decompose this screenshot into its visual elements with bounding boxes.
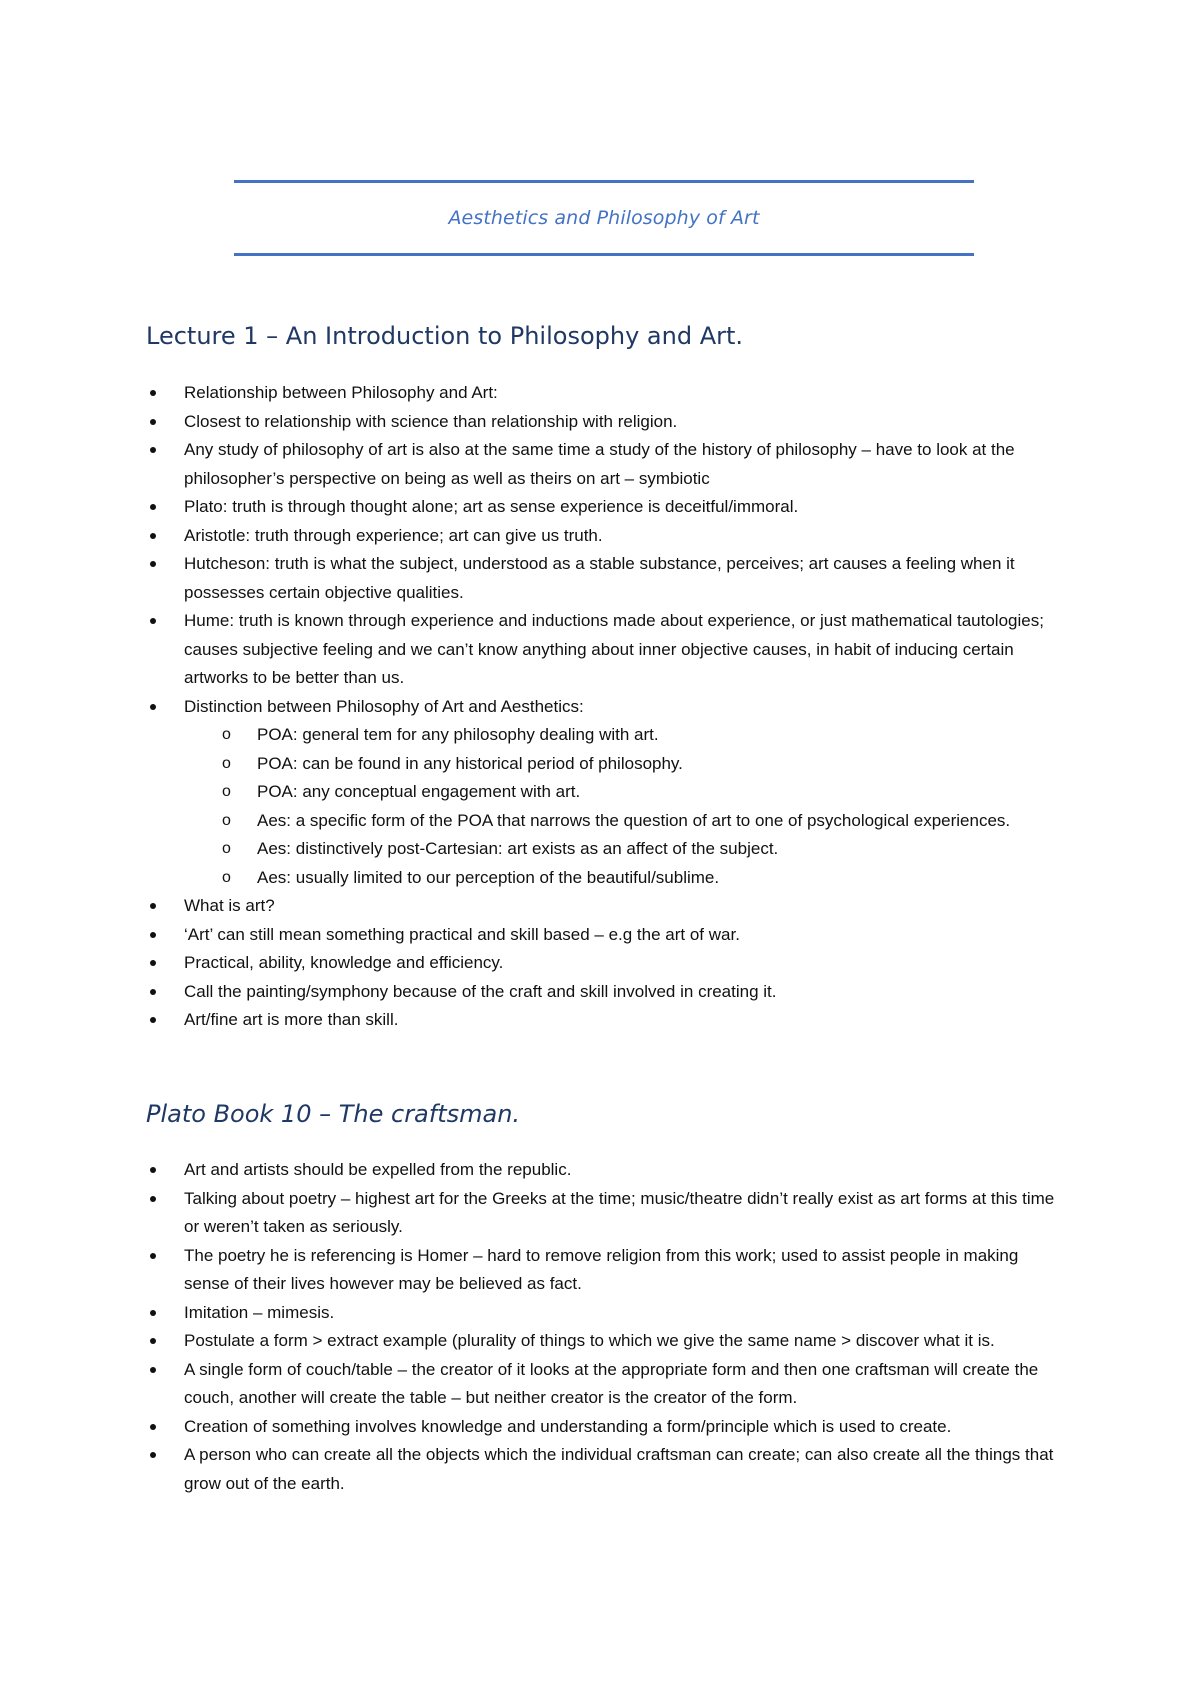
sub-bullet-icon: o: [222, 783, 231, 800]
list-item-text: Creation of something involves knowledge and understanding a form/principle which is used to create.: [184, 1416, 952, 1436]
bullet-icon: [150, 1338, 156, 1344]
bullet-icon: [150, 1253, 156, 1259]
sub-list-item-text: Aes: usually limited to our perception of the beautiful/sublime.: [257, 867, 720, 887]
sub-list-item-text: POA: can be found in any historical period of philosophy.: [257, 753, 683, 773]
sub-list-item: [184, 750, 1066, 779]
list-item: [146, 921, 1066, 950]
bullet-icon: [150, 903, 156, 909]
list-item-text: Art and artists should be expelled from the republic.: [184, 1160, 572, 1179]
list-item: [146, 436, 1066, 493]
list-item-text: Call the painting/symphony because of the craft and skill involved in creating it.: [184, 981, 777, 1001]
list-item-text: Talking about poetry – highest art for the Greeks at the time; music/theatre didn’t really exist as art forms at this time or weren’t taken as seriously.: [184, 1188, 1055, 1236]
list-item: [146, 1006, 1066, 1035]
section-heading-plato-book-10: Plato Book 10 – The craftsman.: [146, 1100, 521, 1128]
bullet-icon: [150, 1367, 156, 1373]
section-heading-lecture-1: Lecture 1 – An Introduction to Philosophy and Art.: [146, 322, 744, 350]
bullet-icon: [150, 1196, 156, 1202]
lecture-1-bullet-list: [146, 379, 1066, 1035]
bullet-icon: [150, 1167, 156, 1173]
list-item: [146, 1413, 1066, 1442]
sub-list-item-text: POA: general tem for any philosophy dealing with art.: [257, 725, 659, 744]
sub-bullet-icon: o: [222, 726, 231, 743]
list-item: [146, 1441, 1066, 1498]
list-item: [146, 493, 1066, 522]
bullet-icon: [150, 618, 156, 624]
list-item-text: Distinction between Philosophy of Art and Aesthetics:: [184, 696, 584, 716]
list-item-text: Postulate a form > extract example (plurality of things to which we give the same name > discover what it is.: [184, 1331, 995, 1350]
sub-list-item: [184, 835, 1066, 864]
list-item-text: What is art?: [184, 896, 275, 915]
list-item-text: Relationship between Philosophy and Art:: [184, 383, 498, 402]
list-item: [146, 1356, 1066, 1413]
bullet-icon: [150, 1017, 156, 1023]
list-item: [146, 978, 1066, 1007]
list-item-text: Aristotle: truth through experience; art can give us truth.: [184, 525, 603, 545]
list-item: [146, 1242, 1066, 1299]
sub-bullet-icon: o: [222, 868, 231, 886]
sub-list-item-text: Aes: a specific form of the POA that narrows the question of art to one of psychological experiences.: [257, 810, 1011, 830]
list-item: [146, 1185, 1066, 1242]
list-item-text: ‘Art’ can still mean something practical and skill based – e.g the art of war.: [184, 924, 740, 944]
list-item: [146, 693, 1066, 893]
bullet-icon: [150, 561, 156, 567]
bullet-icon: [150, 1310, 156, 1316]
bullet-icon: [150, 390, 156, 396]
sub-bullet-icon: o: [222, 840, 231, 857]
list-item: [146, 892, 1066, 921]
sub-list-item-text: Aes: distinctively post-Cartesian: art exists as an affect of the subject.: [257, 839, 779, 858]
list-item: [146, 1156, 1066, 1185]
sub-list-item: [184, 778, 1066, 807]
bullet-icon: [150, 960, 156, 966]
sub-list-item: [184, 864, 1066, 893]
bullet-icon: [150, 533, 156, 539]
list-item: [146, 1299, 1066, 1328]
list-item: [146, 607, 1066, 693]
list-item-text: A single form of couch/table – the creator of it looks at the appropriate form and then one craftsman will create the couch, another will create the table – but neither creator is the creator of the form.: [184, 1359, 1039, 1407]
sub-list-item: [184, 721, 1066, 750]
bullet-icon: [150, 932, 156, 938]
list-item: [146, 379, 1066, 408]
list-item: [146, 949, 1066, 978]
list-item-text: Plato: truth is through thought alone; art as sense experience is deceitful/immoral.: [184, 497, 799, 516]
list-item-text: Closest to relationship with science than relationship with religion.: [184, 411, 678, 431]
bullet-icon: [150, 989, 156, 995]
list-item: [146, 550, 1066, 607]
list-item-text: Practical, ability, knowledge and efficiency.: [184, 953, 504, 972]
distinction-sub-list: [184, 721, 1066, 892]
bullet-icon: [150, 419, 156, 425]
bullet-icon: [150, 447, 156, 453]
bullet-icon: [150, 1452, 156, 1458]
document-title-block: [234, 180, 974, 256]
plato-bullet-list: [146, 1156, 1066, 1498]
list-item-text: Any study of philosophy of art is also at the same time a study of the history of philosophy – have to look at the philosopher’s perspective on being as well as theirs on art – symbiotic: [184, 440, 1015, 488]
sub-bullet-icon: o: [222, 754, 231, 772]
sub-bullet-icon: o: [222, 811, 231, 829]
bullet-icon: [150, 704, 156, 710]
list-item-text: Imitation – mimesis.: [184, 1302, 335, 1322]
sub-list-item-text: POA: any conceptual engagement with art.: [257, 782, 581, 801]
list-item: [146, 522, 1066, 551]
list-item: [146, 408, 1066, 437]
bullet-icon: [150, 1424, 156, 1430]
sub-list-item: [184, 807, 1066, 836]
list-item-text: A person who can create all the objects which the individual craftsman can create; can also create all the things that grow out of the earth.: [184, 1445, 1054, 1493]
list-item: [146, 1327, 1066, 1356]
list-item-text: Art/fine art is more than skill.: [184, 1010, 399, 1029]
bullet-icon: [150, 504, 156, 510]
list-item-text: Hume: truth is known through experience and inductions made about experience, or just mathematical tautologies; causes subjective feeling and we can’t know anything about inner objective causes, in habit of inducing certain artworks to be better than us.: [184, 611, 1044, 687]
document-title: Aesthetics and Philosophy of Art: [448, 207, 760, 229]
list-item-text: Hutcheson: truth is what the subject, understood as a stable substance, perceives; art causes a feeling when it possesses certain objective qualities.: [184, 554, 1015, 602]
list-item-text: The poetry he is referencing is Homer – hard to remove religion from this work; used to assist people in making sense of their lives however may be believed as fact.: [184, 1245, 1019, 1293]
